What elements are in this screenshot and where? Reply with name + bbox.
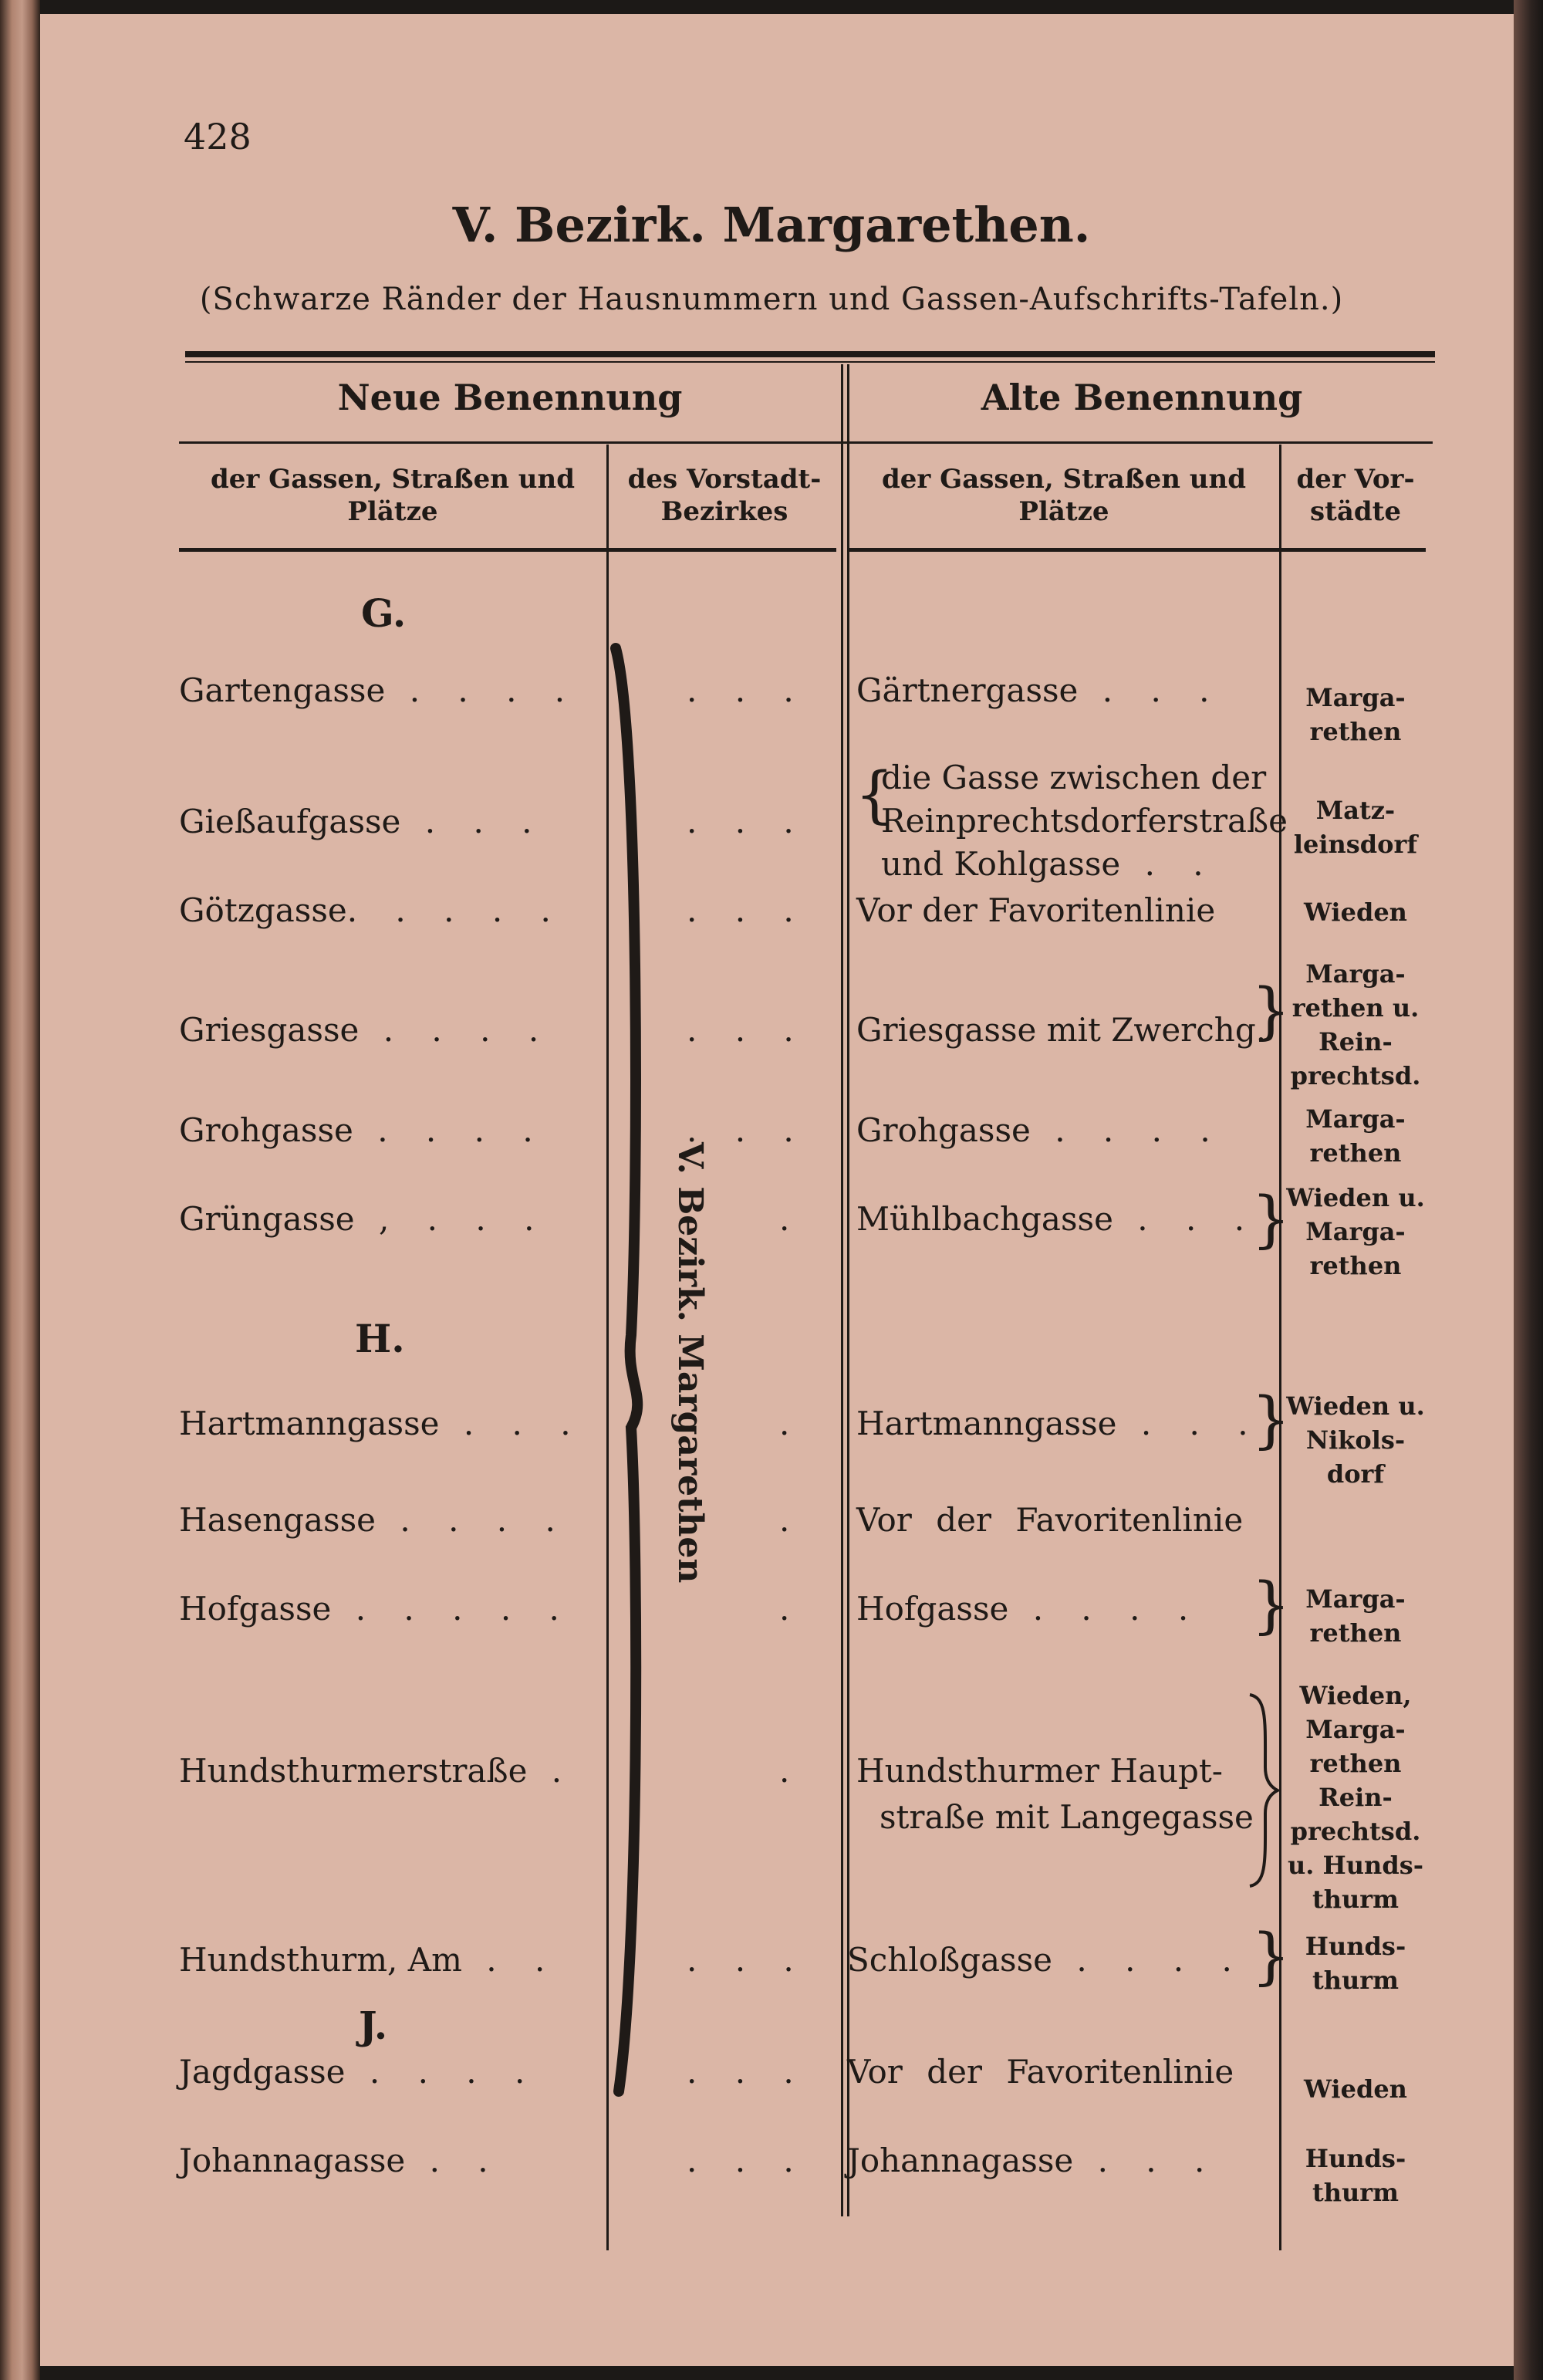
suburb-cell: Marga- rethen [1305, 1104, 1406, 1168]
book-spine-edge [1514, 0, 1543, 2380]
center-column-rule-b [847, 364, 849, 2216]
column-header-new-streets: der Gassen, Straßen und Plätze [211, 464, 575, 527]
column-header-suburbs: der Vor- städte [1296, 464, 1415, 527]
curly-brace-icon: { [855, 759, 894, 830]
new-street-name: Hasengasse [179, 1501, 376, 1539]
suburb-cell: Marga- rethen [1305, 1584, 1406, 1648]
curly-brace-icon: } [1251, 975, 1291, 1046]
suburb-cell: Matz- leinsdorf [1293, 796, 1418, 859]
new-street-name: Jagdgasse [179, 2053, 346, 2091]
old-street-name: die Gasse zwischen der Reinprechtsdorferstraße und Kohlgasse . . [881, 759, 1288, 883]
new-street-name: Gießaufgasse [179, 803, 401, 840]
suburb-cell: Hunds- thurm [1305, 2144, 1406, 2207]
section-letter-g: G. [361, 590, 407, 636]
suburb-cell: Wieden u. Nikols- dorf [1286, 1391, 1425, 1489]
suburb-cell: Wieden [1304, 2074, 1407, 2104]
page-stack-edge [0, 0, 40, 2380]
suburb-cell: Marga- rethen u. Rein- prechtsd. [1290, 959, 1421, 1090]
table-row: Hofgasse . . . . . [179, 1590, 573, 1628]
top-thin-rule [185, 361, 1435, 363]
old-street-name: Schloßgasse . . . . [847, 1941, 1246, 1979]
table-row: Hartmanngasse . . . [179, 1405, 585, 1442]
center-column-rule-a [841, 364, 843, 2216]
column-header-old-streets: der Gassen, Straßen und Plätze [882, 464, 1246, 527]
suburb-cell: Marga- rethen [1305, 683, 1406, 746]
header-old-naming: Alte Benennung [981, 377, 1303, 418]
new-street-name: Götzgasse [179, 891, 347, 929]
section-letter-h: H. [355, 1316, 405, 1361]
curly-brace-icon [1244, 1690, 1281, 1891]
old-street-name: Hartmanngasse . . . [856, 1405, 1262, 1442]
old-street-name: Vor der Favoritenlinie [847, 2053, 1234, 2091]
table-row: Griesgasse . . . . [179, 1011, 553, 1049]
suburb-cell: Hunds- thurm [1305, 1932, 1406, 1995]
new-street-name: Grohgasse [179, 1111, 353, 1149]
header-new-naming: Neue Benennung [337, 377, 683, 418]
new-street-name: Hofgasse [179, 1590, 332, 1628]
old-street-name: Mühlbachgasse . . . [856, 1200, 1259, 1238]
old-street-name: Hofgasse . . . . [856, 1590, 1203, 1628]
page-subtitle: (Schwarze Ränder der Hausnummern und Gassen-Aufschrifts-Tafeln.) [199, 282, 1344, 317]
page-title: V. Bezirk. Margarethen. [452, 197, 1091, 253]
old-street-name: Gärtnergasse . . . [856, 671, 1224, 709]
new-street-name: Gartengasse [179, 671, 386, 709]
curly-brace-icon: } [1251, 1569, 1291, 1641]
new-street-name: Griesgasse [179, 1011, 360, 1049]
curly-brace-icon: } [1251, 1183, 1291, 1255]
old-street-name: Hundsthurmer Haupt- straße mit Langegasse [856, 1752, 1254, 1836]
curly-brace-icon: } [1251, 1920, 1291, 1992]
header-bottom-rule-left [179, 548, 836, 552]
column-header-district: des Vorstadt- Bezirkes [627, 464, 822, 527]
table-row: Grüngasse , . . . [179, 1200, 549, 1238]
old-street-name: Griesgasse mit Zwerchg. [856, 1011, 1267, 1049]
new-street-name: Johannagasse [179, 2142, 406, 2179]
table-row: Jagdgasse . . . . [179, 2053, 539, 2091]
table-row: Hundsthurmerstraße . [179, 1752, 576, 1790]
table-row: Hasengasse . . . . [179, 1501, 569, 1539]
old-street-name: Vor der Favoritenlinie [856, 1501, 1244, 1539]
suburb-cell: Wieden, Marga- rethen Rein- prechtsd. u. Hunds- thurm [1288, 1681, 1423, 1914]
table-row: Gießaufgasse . . . [179, 803, 546, 840]
district-brace-icon [608, 641, 654, 2107]
table-row: Grohgasse . . . . [179, 1111, 547, 1149]
table-row: Gartengasse . . . . [179, 671, 579, 709]
table-row: Hundsthurm, Am . . [179, 1941, 559, 1979]
table-row: Götzgasse. . . . . [179, 891, 565, 929]
header-mid-rule [179, 441, 1433, 444]
new-street-name: Hundsthurm, Am [179, 1941, 462, 1979]
page-number: 428 [184, 116, 252, 157]
new-street-name: Grüngasse [179, 1200, 355, 1238]
old-street-name: Grohgasse . . . . [856, 1111, 1224, 1149]
old-street-name: Vor der Favoritenlinie [856, 891, 1216, 929]
suburb-cell: Wieden [1304, 898, 1407, 927]
suburb-cell: Wieden u. Marga- rethen [1286, 1183, 1425, 1280]
district-vertical-label: V. Bezirk. Margarethen [670, 1142, 710, 1584]
new-street-name: Hundsthurmerstraße [179, 1752, 528, 1790]
old-street-name: Johannagasse . . . [847, 2142, 1219, 2179]
section-letter-j: J. [359, 2003, 388, 2048]
new-street-name: Hartmanngasse [179, 1405, 440, 1442]
top-thick-rule [185, 351, 1435, 357]
table-row: Johannagasse . . [179, 2142, 502, 2179]
curly-brace-icon: } [1251, 1384, 1291, 1455]
header-bottom-rule-right [847, 548, 1426, 552]
